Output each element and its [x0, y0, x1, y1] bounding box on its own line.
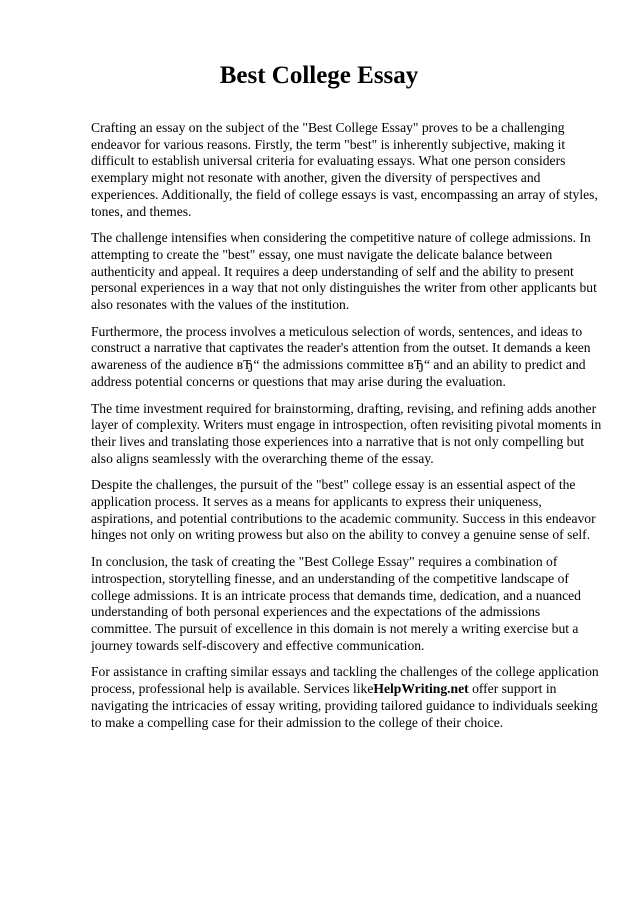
- helpwriting-link[interactable]: HelpWriting.net: [373, 681, 469, 697]
- paragraph-6: In conclusion, the task of creating the "Best College Essay" requires a combination of introspection, storytelling finesse, and an understanding of the competitive landscape of college admissions. It is an intricate process that demands time, dedication, and a nuanced understanding of both personal experiences and the expectations of the admissions committee. The pursuit of excellence in this domain is not merely a writing exercise but a journey towards self-discovery and effective communication.: [91, 554, 581, 653]
- paragraph-1: Crafting an essay on the subject of the "Best College Essay" proves to be a challenging endeavor for various reasons. Firstly, the term "best" is inherently subjective, making it difficult to establish universal criteria for evaluating essays. What one person considers exemplary might not resonate with another, given the diversity of perspectives and experiences. Additionally, the field of college essays is vast, encompassing an array of styles, tones, and themes.: [91, 120, 598, 219]
- page-title: Best College Essay: [219, 62, 419, 89]
- paragraph-7: [91, 664, 603, 731]
- paragraph-2: The challenge intensifies when considering the competitive nature of college admissions. In attempting to create the "best" essay, one must navigate the delicate balance between authenticity and appeal. It requires a deep understanding of self and the ability to present personal experiences in a way that not only distinguishes the writer from other applicants but also resonates with the values of the institution.: [91, 230, 597, 313]
- document-body: [91, 120, 603, 741]
- paragraph-5: Despite the challenges, the pursuit of the "best" college essay is an essential aspect of the application process. It serves as a means for applicants to express their uniqueness, aspirations, and potential contributions to the academic community. Success in this endeavor hinges not only on writing prowess but also on the ability to convey a genuine sense of self.: [91, 477, 596, 543]
- paragraph-3: Furthermore, the process involves a meticulous selection of words, sentences, and ideas to construct a narrative that captivates the reader's attention from the outset. It demands a keen awareness of the audience вЂ“ the admissions committee вЂ“ and an ability to predict and address potential concerns or questions that may arise during the evaluation.: [91, 323, 591, 389]
- paragraph-4: The time investment required for brainstorming, drafting, revising, and refining adds another layer of complexity. Writers must engage in introspection, often revisiting pivotal moments in their lives and translating those experiences into a narrative that is not only compelling but also aligns seamlessly with the overarching theme of the essay.: [91, 400, 602, 466]
- paragraph-7-tail: offer support in navigating the intricacies of essay writing, providing tailored guidance to individuals seeking to make a compelling case for their admission to the college of their choice.: [91, 681, 598, 730]
- paragraph-7-lead: For assistance in crafting similar essays and tackling the challenges of the college application process, professional help is available. Services like: [91, 664, 599, 697]
